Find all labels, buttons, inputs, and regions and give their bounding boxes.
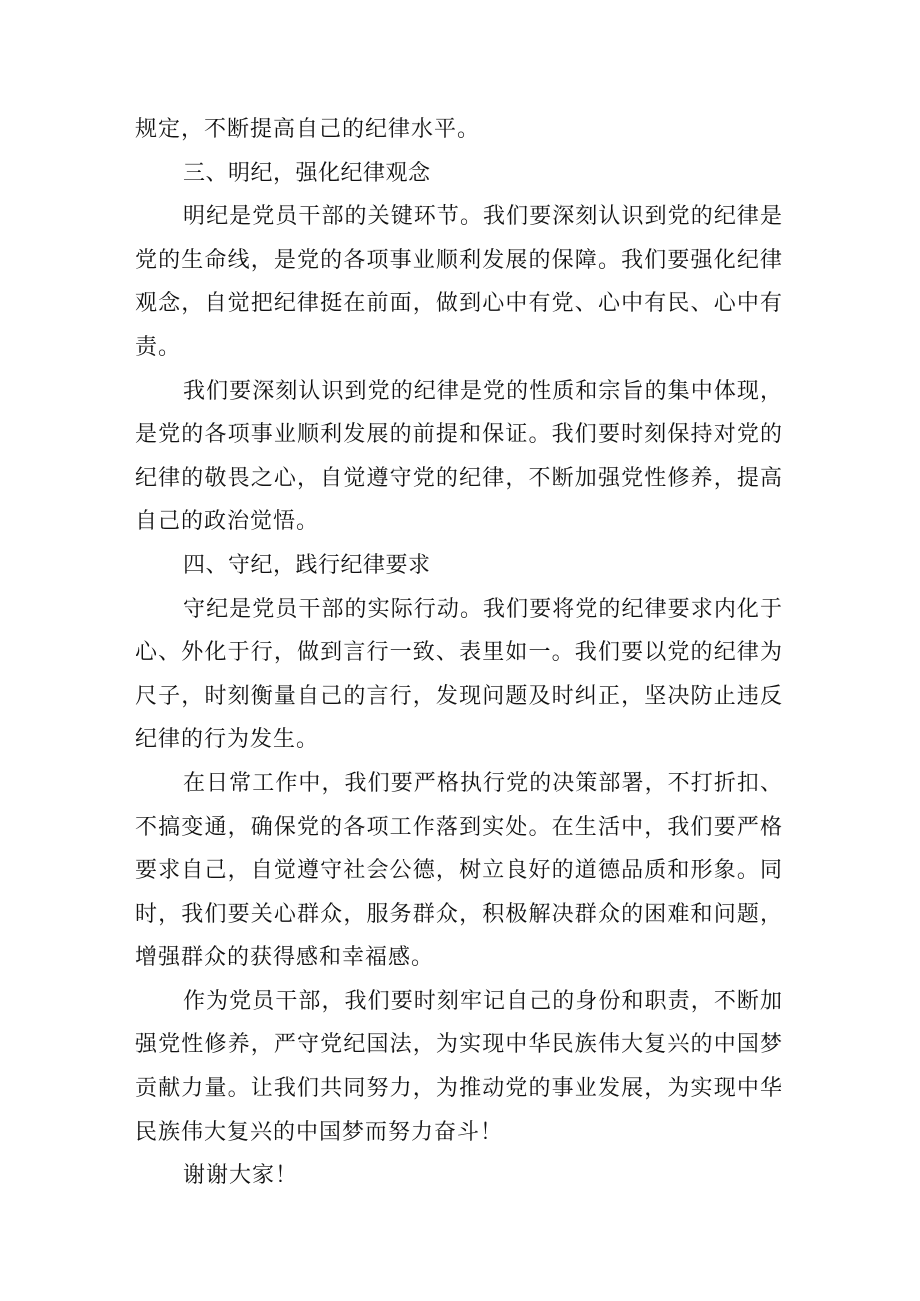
section-4-paragraph-1: 守纪是党员干部的实际行动。我们要将党的纪律要求内化于心、外化于行，做到言行一致、表里如一。我们要以党的纪律为尺子，时刻衡量自己的言行，发现问题及时纠正，坚决防止违反纪律的行为发生。 — [135, 596, 783, 753]
section-3-heading: 三、明纪，强化纪律观念 — [183, 160, 431, 186]
closing-line: 谢谢大家！ — [183, 1163, 299, 1189]
lead-in-paragraph: 规定，不断提高自己的纪律水平。 — [135, 117, 481, 142]
section-3-paragraph-1: 明纪是党员干部的关键环节。我们要深刻认识到党的纪律是党的生命线，是党的各项事业顺利发展的保障。我们要强化纪律观念，自觉把纪律挺在前面，做到心中有党、心中有民、心中有责。 — [135, 204, 783, 360]
section-4-paragraph-3: 作为党员干部，我们要时刻牢记自己的身份和职责，不断加强党性修养，严守党纪国法，为实现中华民族伟大复兴的中国梦贡献力量。让我们共同努力，为推动党的事业发展，为实现中华民族伟大复兴的中国梦而努力奋斗！ — [135, 988, 783, 1145]
section-4-paragraph-2: 在日常工作中，我们要严格执行党的决策部署，不打折扣、不搞变通，确保党的各项工作落到实处。在生活中，我们要严格要求自己，自觉遵守社会公德，树立良好的道德品质和形象。同时，我们要关心群众，服务群众，积极解决群众的困难和问题，增强群众的获得感和幸福感。 — [135, 770, 783, 971]
document-body — [135, 108, 783, 1198]
section-3-paragraph-2: 我们要深刻认识到党的纪律是党的性质和宗旨的集中体现，是党的各项事业顺利发展的前提和保证。我们要时刻保持对党的纪律的敬畏之心，自觉遵守党的纪律，不断加强党性修养，提高自己的政治觉悟。 — [135, 378, 783, 535]
section-4-heading: 四、守纪，践行纪律要求 — [183, 552, 431, 578]
